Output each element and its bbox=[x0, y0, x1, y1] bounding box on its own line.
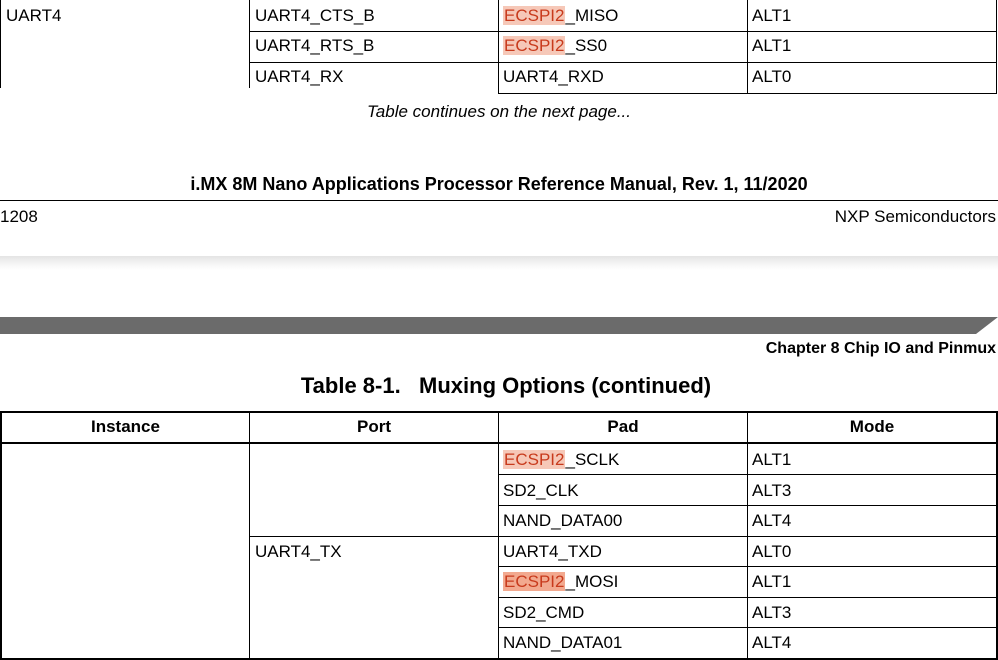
table-border bbox=[0, 411, 2, 660]
table-border bbox=[498, 597, 998, 598]
port-cell: UART4_CTS_B bbox=[255, 6, 375, 25]
mode-cell: ALT3 bbox=[752, 481, 792, 500]
table-border bbox=[498, 627, 998, 628]
mode-cell: ALT0 bbox=[752, 67, 792, 86]
table-border bbox=[0, 442, 998, 444]
pad-cell: ECSPI2_SCLK bbox=[504, 450, 620, 469]
company-name: NXP Semiconductors bbox=[834, 207, 996, 226]
table-border bbox=[498, 566, 998, 567]
pad-cell: ECSPI2_MISO bbox=[504, 6, 619, 25]
footer-title: i.MX 8M Nano Applications Processor Reference Manual, Rev. 1, 11/2020 bbox=[190, 174, 808, 194]
mode-cell: ALT3 bbox=[752, 603, 792, 622]
mode-cell: ALT1 bbox=[752, 572, 792, 591]
page-separator bbox=[0, 256, 998, 270]
pad-cell: SD2_CLK bbox=[503, 481, 579, 500]
mode-cell: ALT0 bbox=[752, 542, 792, 561]
pad-cell: UART4_RXD bbox=[503, 67, 604, 86]
pad-cell: UART4_TXD bbox=[503, 542, 602, 561]
pad-cell: ECSPI2_MOSI bbox=[504, 572, 619, 591]
table-border bbox=[249, 62, 997, 63]
chapter-bar bbox=[0, 317, 998, 334]
table-border bbox=[0, 411, 998, 413]
search-highlight: ECSPI2 bbox=[504, 450, 565, 469]
search-highlight: ECSPI2 bbox=[504, 6, 565, 25]
mode-cell: ALT4 bbox=[752, 511, 792, 530]
table-border bbox=[498, 93, 997, 94]
table-border bbox=[747, 0, 748, 94]
table-title: Table 8-1. Muxing Options (continued) bbox=[300, 373, 712, 398]
mode-cell: ALT4 bbox=[752, 633, 792, 652]
pad-cell: NAND_DATA00 bbox=[503, 511, 623, 530]
table-border bbox=[249, 31, 997, 32]
table-border bbox=[249, 536, 998, 537]
table-border bbox=[0, 0, 1, 88]
port-cell: UART4_RX bbox=[255, 67, 344, 86]
instance-cell: UART4 bbox=[6, 6, 62, 25]
page-number: 1208 bbox=[0, 207, 38, 226]
footer-rule bbox=[0, 200, 998, 201]
pad-cell: ECSPI2_SS0 bbox=[504, 36, 608, 55]
table-border bbox=[498, 0, 499, 94]
mode-cell: ALT1 bbox=[752, 36, 792, 55]
table-continues-note: Table continues on the next page... bbox=[366, 102, 631, 121]
search-highlight: ECSPI2 bbox=[504, 36, 565, 55]
table-border bbox=[249, 0, 250, 88]
pad-cell: SD2_CMD bbox=[503, 603, 585, 622]
column-header-instance: Instance bbox=[91, 417, 160, 436]
port-cell: UART4_TX bbox=[255, 542, 342, 561]
table-border bbox=[498, 474, 998, 475]
table-border bbox=[498, 505, 998, 506]
mode-cell: ALT1 bbox=[752, 450, 792, 469]
column-header-pad: Pad bbox=[607, 417, 639, 436]
column-header-mode: Mode bbox=[849, 417, 895, 436]
port-cell: UART4_RTS_B bbox=[255, 36, 375, 55]
chapter-header: Chapter 8 Chip IO and Pinmux bbox=[765, 340, 996, 357]
table-border bbox=[996, 0, 997, 94]
pad-cell: NAND_DATA01 bbox=[503, 633, 623, 652]
search-highlight-current: ECSPI2 bbox=[504, 572, 565, 591]
column-header-port: Port bbox=[357, 417, 391, 436]
mode-cell: ALT1 bbox=[752, 6, 792, 25]
